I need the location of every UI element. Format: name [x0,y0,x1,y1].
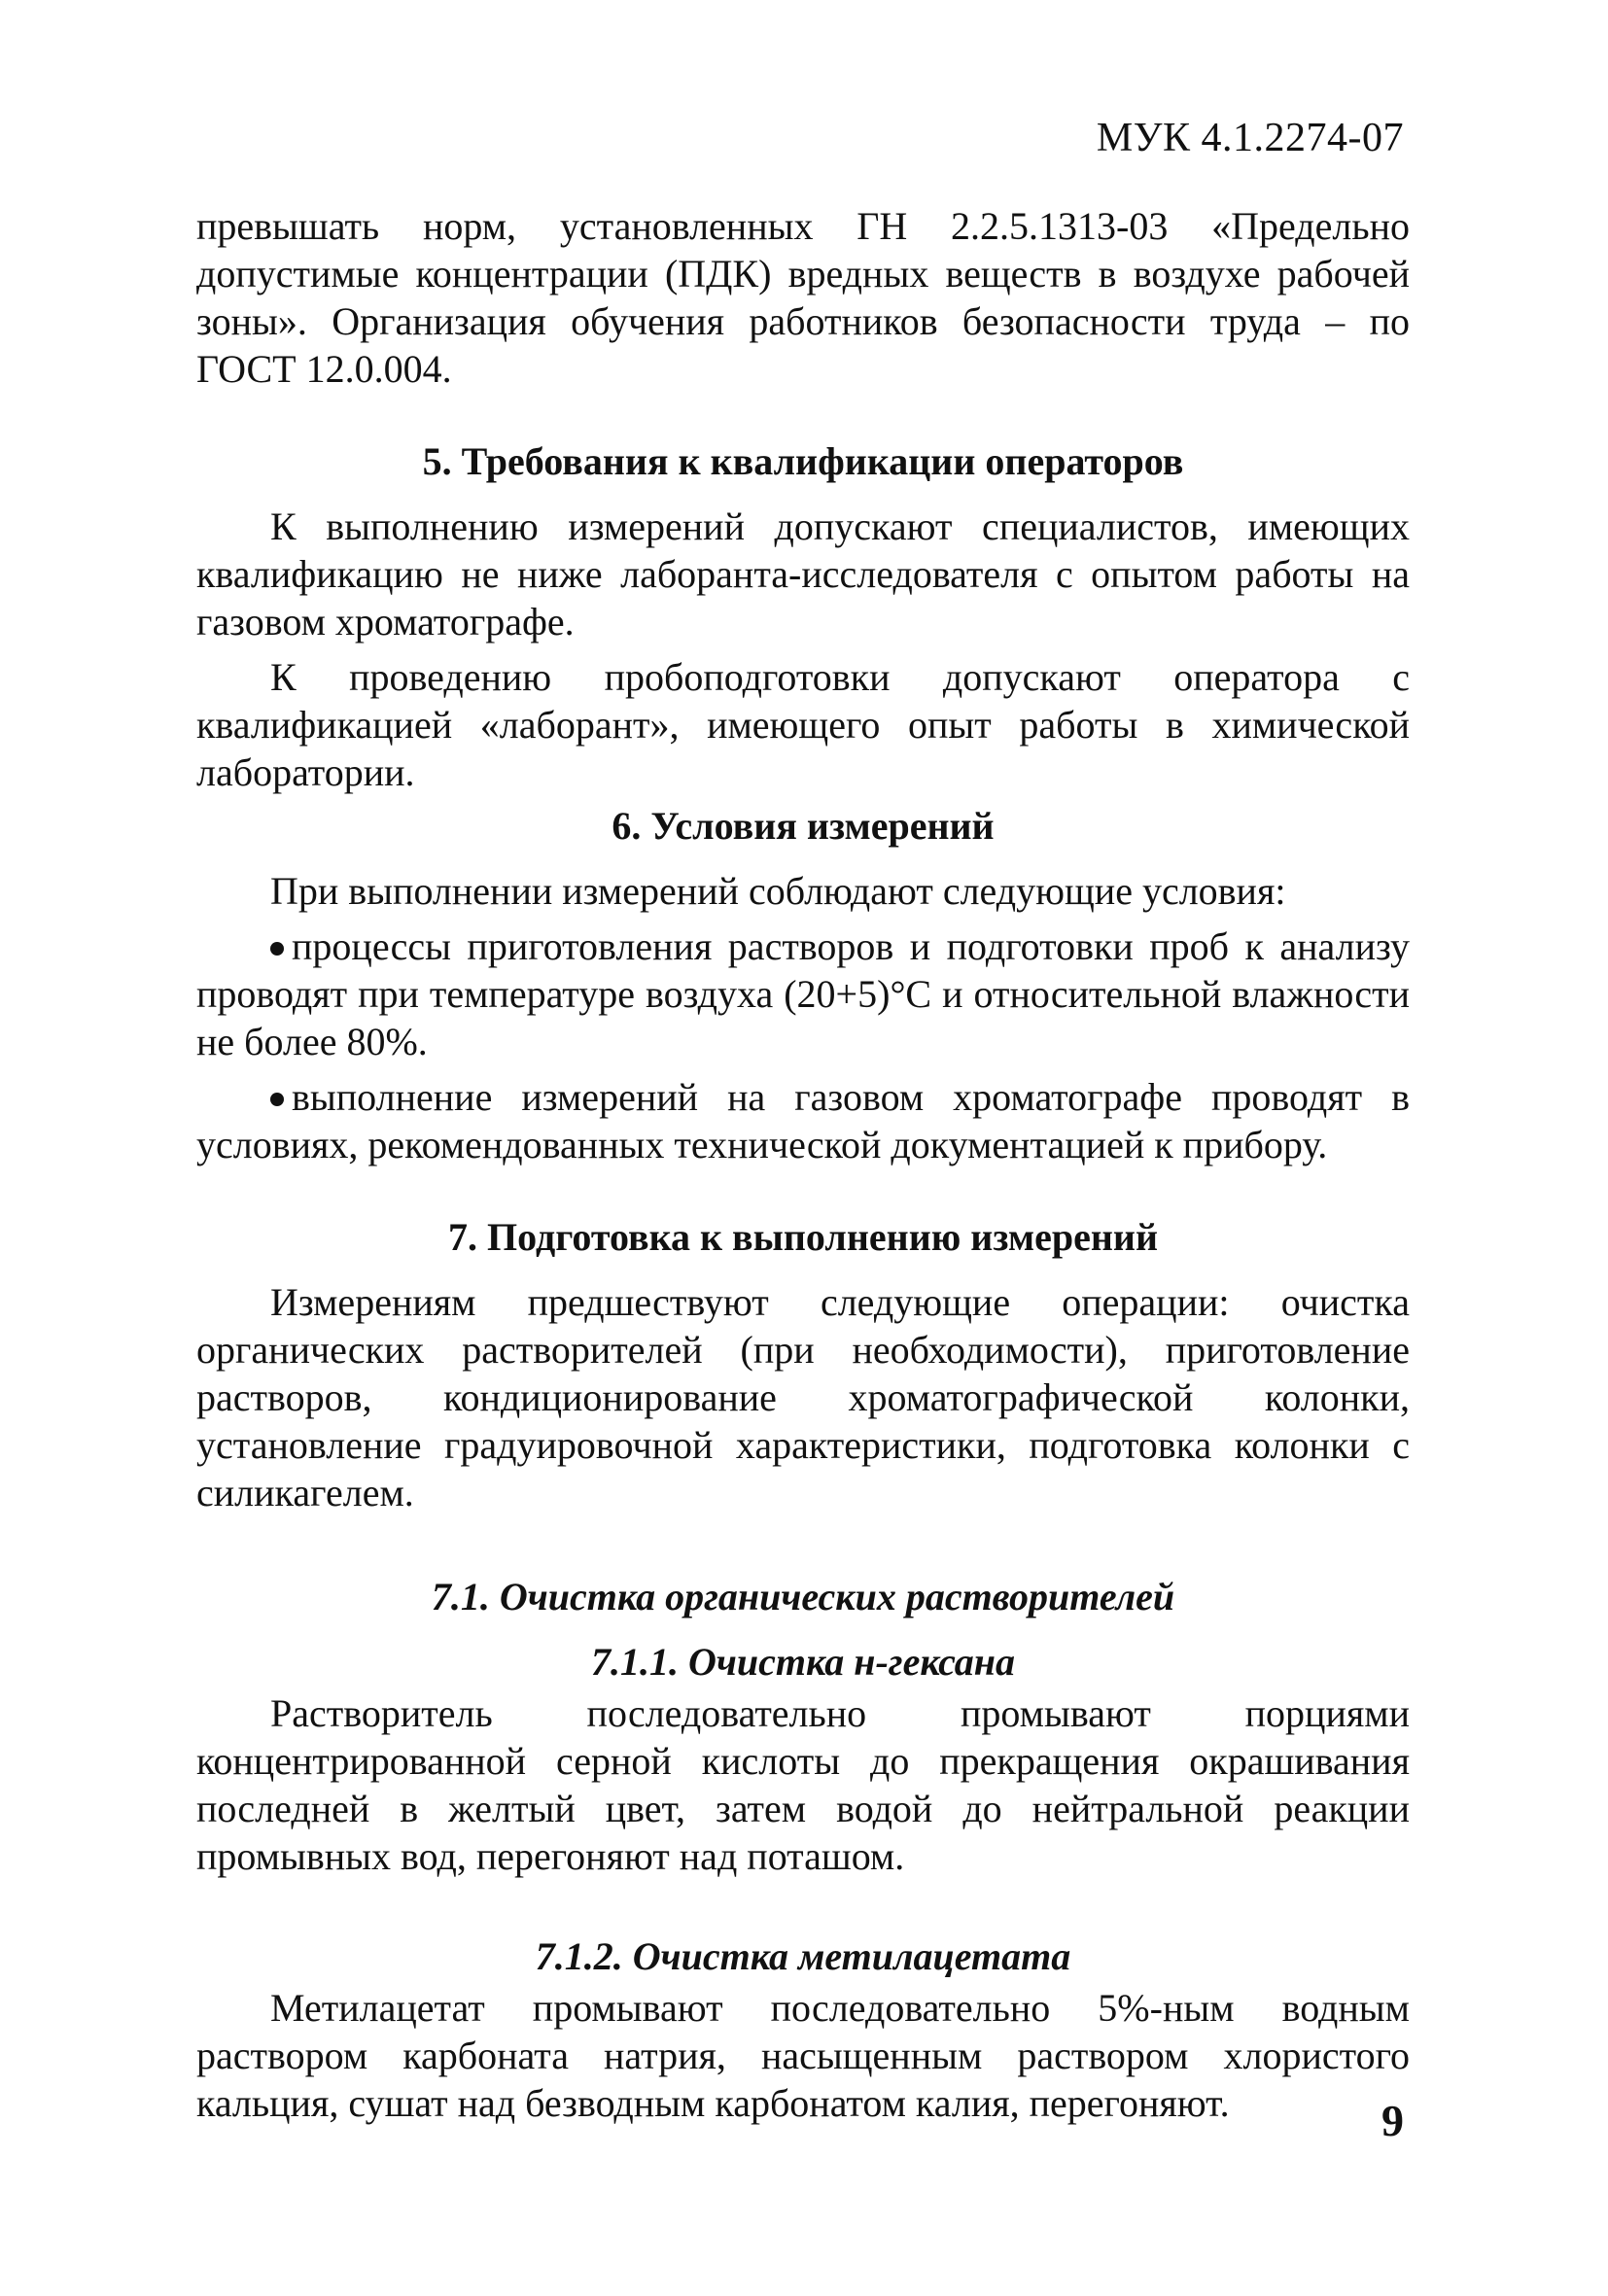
section-7-1-heading: 7.1. Очистка органических растворителей [431,1575,1175,1618]
section-7-paragraph: Измерениям предшествуют следующие операции: очистка органических растворителей (при необходимости), приготовление растворов, кондиционирование хроматографической колонки, установление градуировочной характеристики, подготовка колонки с силикагелем. [196,1280,1410,1514]
section-6-bullet-item [196,922,1410,1065]
section-7-heading: 7. Подготовка к выполнению измерений [448,1215,1158,1259]
section-7-1-1-heading: 7.1.1. Очистка н-гексана [591,1640,1015,1684]
section-6-bullet-item [196,1073,1410,1168]
page-number: 9 [1381,2096,1404,2145]
bullet-text: выполнение измерений на газовом хроматографе проводят в условиях, рекомендованных технической документацией к прибору. [196,1075,1410,1166]
section-5-paragraph: К проведению пробоподготовки допускают оператора с квалификацией «лаборант», имеющего опыт работы в химической лаборатории. [196,655,1410,794]
section-5-paragraph: К выполнению измерений допускают специалистов, имеющих квалификацию не ниже лаборанта-исследователя с опытом работы на газовом хроматографе. [196,504,1410,644]
section-6-heading: 6. Условия измерений [612,804,995,848]
intro-paragraph: превышать норм, установленных ГН 2.2.5.1313-03 «Предельно допустимые концентрации (ПДК) вредных веществ в воздухе рабочей зоны». Организация обучения работников безопасности труда – по ГОСТ 12.0.004. [196,204,1410,391]
section-5-heading: 5. Требования к квалификации операторов [422,439,1184,483]
bullet-icon [270,1093,284,1106]
section-6-intro: При выполнении измерений соблюдают следующие условия: [270,869,1286,913]
document-code: МУК 4.1.2274-07 [1096,116,1404,160]
section-7-1-1-paragraph: Растворитель последовательно промывают порциями концентрированной серной кислоты до прекращения окрашивания последней в желтый цвет, затем водой до нейтральной реакции промывных вод, перегоняют над поташом. [196,1691,1410,1878]
page-content [196,202,1410,2127]
section-7-1-2-heading: 7.1.2. Очистка метилацетата [535,1934,1071,1978]
section-7-1-2-paragraph: Метилацетат промывают последовательно 5%-ным водным раствором карбоната натрия, насыщенным раствором хлористого кальция, сушат над безводным карбонатом калия, перегоняют. [196,1986,1410,2125]
bullet-text: процессы приготовления растворов и подготовки проб к анализу проводят при температуре воздуха (20+5)°С и относительной влажности не более 80%. [196,924,1410,1063]
bullet-icon [270,942,284,956]
